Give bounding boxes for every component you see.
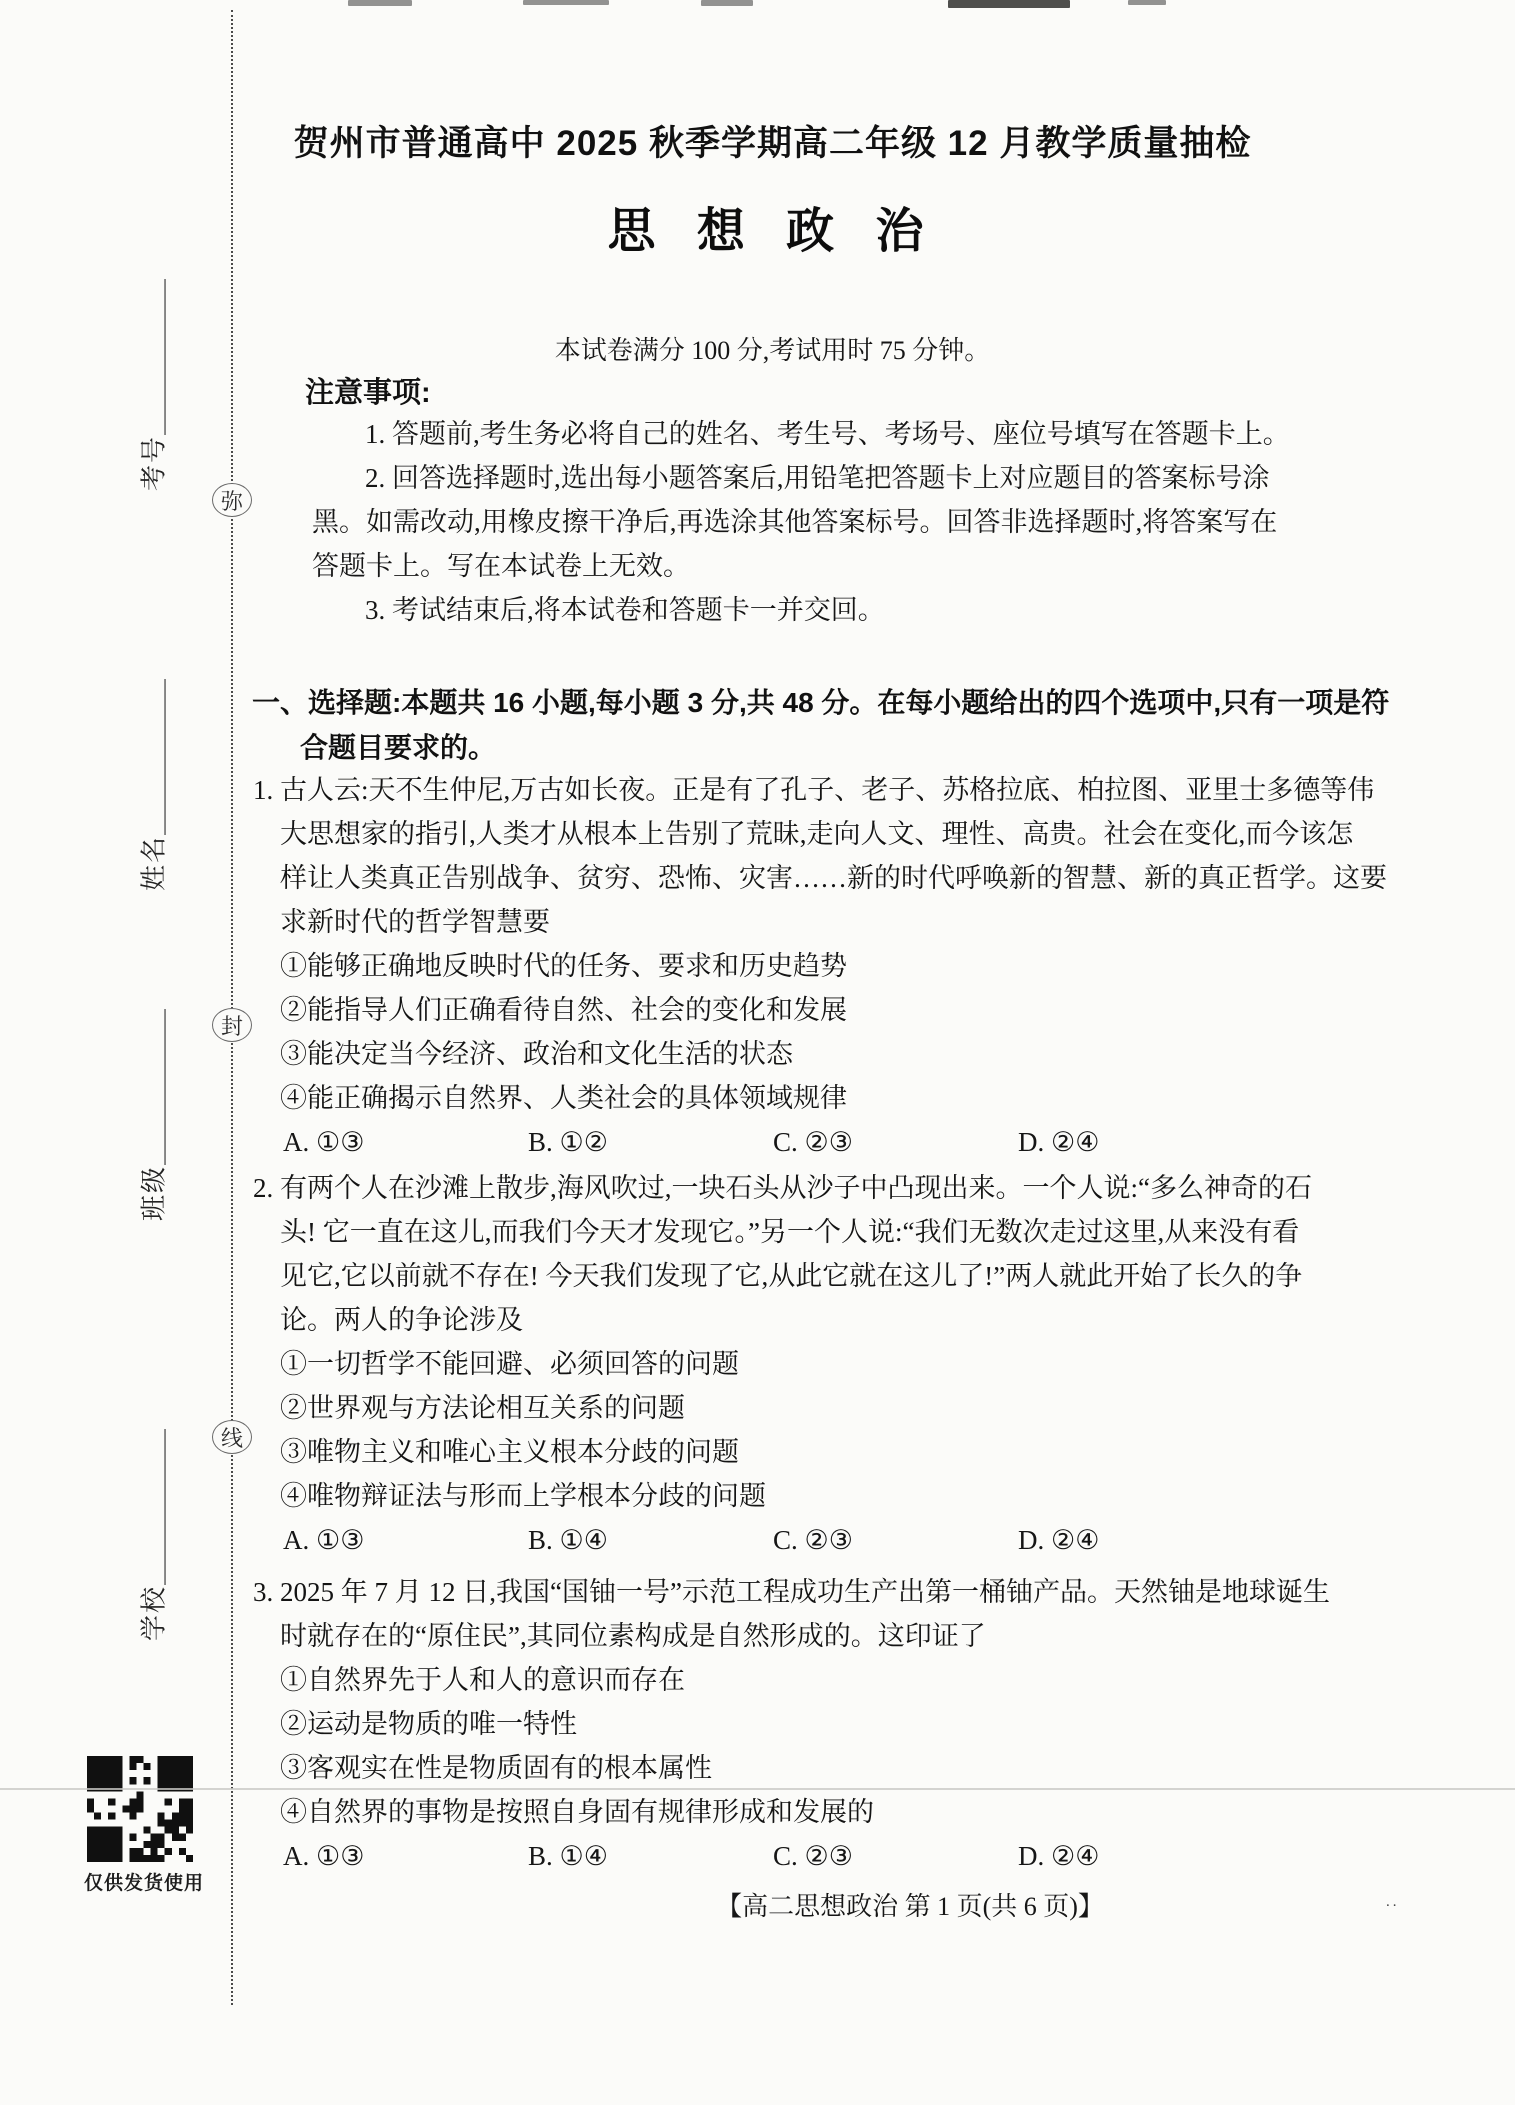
sidebar-field-3 — [134, 1009, 171, 1221]
question-option-line: ④唯物辩证法与形而上学根本分歧的问题 — [280, 1481, 766, 1511]
sidebar-field-label: 姓名 — [139, 835, 169, 892]
sidebar-field-blank: ＿＿＿＿＿＿ — [139, 1428, 169, 1585]
scan-artifact-top — [701, 0, 753, 6]
choice-item: C. ②③ — [773, 1841, 853, 1871]
notice-line: 黑。如需改动,用橡皮擦干净后,再选涂其他答案标号。回答非选择题时,将答案写在 — [312, 507, 1278, 537]
exam-subtitle: 本试卷满分 100 分,考试用时 75 分钟。 — [554, 336, 991, 365]
choices-row — [235, 1834, 1453, 1878]
question-block-3 — [235, 1570, 1453, 1878]
question-option-line: ①一切哲学不能回避、必须回答的问题 — [280, 1349, 739, 1379]
question-option-line: ③能决定当今经济、政治和文化生活的状态 — [280, 1039, 793, 1069]
sidebar-field-1 — [134, 279, 171, 491]
section-header — [235, 680, 1453, 770]
scan-artifact-top — [1128, 0, 1166, 5]
scan-artifact-top — [948, 0, 1070, 8]
choice-item: D. ②④ — [1018, 1127, 1100, 1157]
exam-subject-title: 思 想 政 治 — [607, 205, 938, 258]
qr-block — [84, 1756, 205, 1895]
question-option-line: ③客观实在性是物质固有的根本属性 — [280, 1753, 712, 1783]
notice-line: 2. 回答选择题时,选出每小题答案后,用铅笔把答题卡上对应题目的答案标号涂 — [365, 463, 1270, 493]
choice-item: D. ②④ — [1018, 1841, 1100, 1871]
sidebar-field-blank: ＿＿＿＿＿＿ — [139, 1008, 169, 1165]
question-option-line: ①能够正确地反映时代的任务、要求和历史趋势 — [280, 951, 847, 981]
sidebar-field-2 — [134, 679, 171, 891]
question-stem-line: 1. 古人云:天不生仲尼,万古如长夜。正是有了孔子、老子、苏格拉底、柏拉图、亚里士多德等伟 — [253, 775, 1375, 805]
question-stem-line: 2. 有两个人在沙滩上散步,海风吹过,一块石头从沙子中凸现出来。一个人说:“多么神奇的石 — [253, 1173, 1312, 1203]
qr-caption: 仅供发货使用 — [84, 1873, 205, 1894]
scan-artifact-top — [523, 0, 609, 5]
notice-line: 3. 考试结束后,将本试卷和答题卡一并交回。 — [365, 595, 885, 625]
notice-line: 1. 答题前,考生务必将自己的姓名、考生号、考场号、座位号填写在答题卡上。 — [365, 419, 1290, 449]
seal-badge-3: 线 — [212, 1420, 252, 1454]
question-option-line: ①自然界先于人和人的意识而存在 — [280, 1665, 685, 1695]
qr-code-icon — [87, 1756, 193, 1862]
question-option-line: ③唯物主义和唯心主义根本分歧的问题 — [280, 1437, 739, 1467]
question-stem-line: 见它,它以前就不存在! 今天我们发现了它,从此它就在这儿了!”两人就此开始了长久的争 — [280, 1261, 1303, 1291]
choice-item: B. ①④ — [528, 1525, 608, 1555]
question-block-1 — [235, 768, 1453, 1164]
sidebar-field-4 — [134, 1429, 171, 1641]
page-footer: 【高二思想政治 第 1 页(共 6 页)】 — [716, 1892, 1104, 1921]
question-stem-line: 3. 2025 年 7 月 12 日,我国“国铀一号”示范工程成功生产出第一桶铀产品。天然铀是地球诞生 — [253, 1577, 1330, 1607]
choices-row — [235, 1518, 1453, 1562]
scan-artifact-top — [348, 0, 412, 6]
notice-heading: 注意事项: — [305, 377, 431, 409]
sidebar-field-label: 学校 — [139, 1585, 169, 1642]
seal-badge-1: 弥 — [212, 483, 252, 517]
choice-item: C. ②③ — [773, 1525, 853, 1555]
footer-dots: .. — [1386, 1894, 1400, 1910]
sidebar-field-blank: ＿＿＿＿＿＿ — [139, 278, 169, 435]
question-stem-line: 论。两人的争论涉及 — [280, 1305, 523, 1335]
question-stem-line: 求新时代的哲学智慧要 — [280, 907, 550, 937]
question-stem-line: 样让人类真正告别战争、贫穷、恐怖、灾害……新的时代呼唤新的智慧、新的真正哲学。这要 — [280, 863, 1387, 893]
choices-row — [235, 1120, 1453, 1164]
question-option-line: ④能正确揭示自然界、人类社会的具体领域规律 — [280, 1083, 847, 1113]
choice-item: B. ①④ — [528, 1841, 608, 1871]
sidebar-field-blank: ＿＿＿＿＿＿ — [139, 678, 169, 835]
question-option-line: ②能指导人们正确看待自然、社会的变化和发展 — [280, 995, 847, 1025]
notice-block — [235, 412, 1453, 632]
exam-title: 贺州市普通高中 2025 秋季学期高二年级 12 月教学质量抽检 — [293, 124, 1252, 163]
choice-item: A. ①③ — [283, 1841, 365, 1871]
choice-item: A. ①③ — [283, 1127, 365, 1157]
question-option-line: ④自然界的事物是按照自身固有规律形成和发展的 — [280, 1797, 874, 1827]
question-block-2 — [235, 1166, 1453, 1562]
notice-line: 答题卡上。写在本试卷上无效。 — [312, 551, 690, 581]
question-option-line: ②世界观与方法论相互关系的问题 — [280, 1393, 685, 1423]
question-stem-line: 大思想家的指引,人类才从根本上告别了荒昧,走向人文、理性、高贵。社会在变化,而今该怎 — [280, 819, 1354, 849]
sidebar-field-label: 考号 — [139, 435, 169, 492]
question-option-line: ②运动是物质的唯一特性 — [280, 1709, 577, 1739]
choice-item: A. ①③ — [283, 1525, 365, 1555]
question-stem-line: 头! 它一直在这儿,而我们今天才发现它。”另一个人说:“我们无数次走过这里,从来没有看 — [280, 1217, 1300, 1247]
scan-artifact-line — [0, 1788, 1515, 1790]
choice-item: D. ②④ — [1018, 1525, 1100, 1555]
section-header-line: 一、选择题:本题共 16 小题,每小题 3 分,共 48 分。在每小题给出的四个选项中,只有一项是符 — [252, 687, 1390, 718]
seal-badge-2: 封 — [212, 1008, 252, 1042]
question-stem-line: 时就存在的“原住民”,其同位素构成是自然形成的。这印证了 — [280, 1621, 986, 1651]
section-header-line: 合题目要求的。 — [300, 732, 497, 763]
choice-item: B. ①② — [528, 1127, 608, 1157]
choice-item: C. ②③ — [773, 1127, 853, 1157]
sidebar-field-label: 班级 — [139, 1165, 169, 1222]
